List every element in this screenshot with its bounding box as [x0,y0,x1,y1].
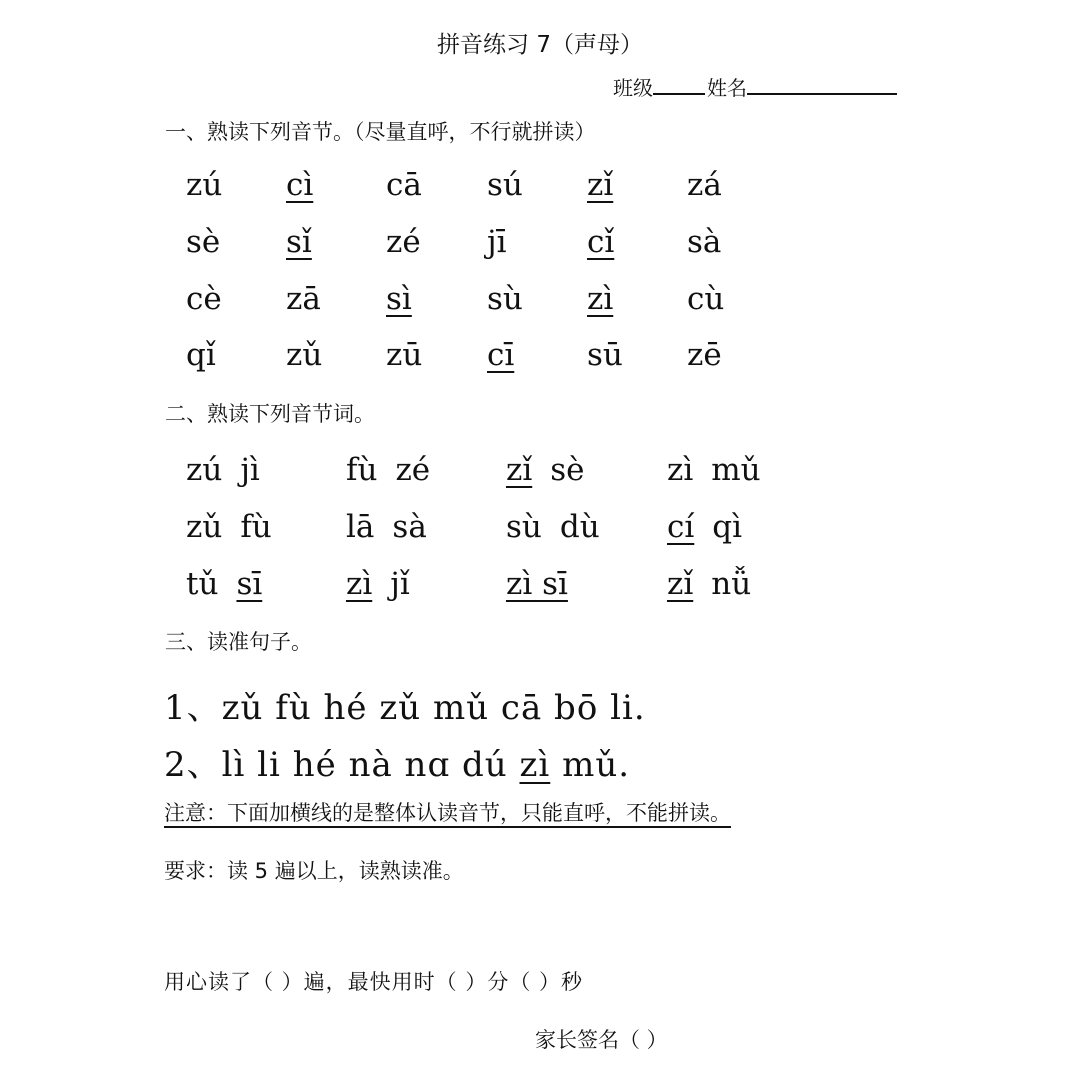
syllable: zá [687,167,722,203]
syllable-word [506,566,568,602]
syllable-word [506,452,585,488]
syllable: cè [186,281,222,317]
word-syllable: sù [506,509,542,545]
syllable: sè [186,224,221,260]
sentence [164,680,646,729]
syllable: zē [687,337,722,373]
sentence-part: mǔ. [550,745,631,785]
word-syllable: tǔ [186,566,219,602]
syllable: zú [186,167,223,203]
page-title: 拼音练习 7（声母） [437,32,643,58]
syllable: zé [386,224,421,260]
word-syllable: sī [236,566,263,602]
syllable: cì [286,167,314,203]
syllable: sà [687,224,722,260]
class-blank [653,77,705,95]
syllable: zǐ [587,167,614,203]
syllable: jī [487,224,507,260]
word-syllable: sè [550,452,585,488]
word-syllable: qì [712,509,743,545]
syllable-word [346,509,427,545]
sentence-part: 2、lì li hé nà nɑ dú [164,745,520,785]
class-name-line [613,72,897,101]
word-syllable: jǐ [390,566,410,602]
syllable: sú [487,167,523,203]
syllable-word [667,509,743,545]
syllable: sū [587,337,623,373]
word-syllable: zì sī [506,566,568,602]
syllable: sǐ [286,224,312,260]
note-text: 注意：下面加横线的是整体认读音节，只能直呼，不能拼读。 [164,801,731,825]
class-label: 班级 [613,76,653,100]
syllable-word [506,509,600,545]
name-label: 姓名 [707,76,747,100]
word-syllable: zé [395,452,431,488]
syllable-word [346,566,410,602]
syllable-word [667,452,761,488]
syllable: zì [587,281,614,317]
word-syllable: zǔ [186,509,223,545]
word-syllable: fù [346,452,378,488]
section1-heading: 一、熟读下列音节。（尽量直呼，不行就拼读） [165,120,596,144]
word-syllable: cí [667,509,695,545]
word-syllable: zì [667,452,694,488]
sentence-part: zì [519,745,551,785]
syllable: sì [386,281,412,317]
syllable: cī [487,337,515,373]
syllable-word [346,452,431,488]
requirement-text: 要求：读 5 遍以上，读熟读准。 [164,859,464,883]
syllable: zǔ [286,337,323,373]
syllable: zū [386,337,423,373]
syllable-word [186,452,260,488]
section3-heading: 三、读准句子。 [165,630,312,654]
word-syllable: lā [346,509,375,545]
syllable-word [186,566,263,602]
section2-heading: 二、熟读下列音节词。 [165,402,375,426]
word-syllable: nǚ [711,566,752,602]
syllable: sù [487,281,523,317]
sentence-part: 1、zǔ fù hé zǔ mǔ cā bō li. [164,688,646,728]
word-syllable: zì [346,566,373,602]
parent-signature-line: 家长签名（ ） [535,1028,668,1052]
word-syllable: sà [392,509,427,545]
syllable: cǐ [587,224,615,260]
syllable-word [667,566,752,602]
syllable: cù [687,281,725,317]
word-syllable: dù [559,509,600,545]
word-syllable: zú [186,452,223,488]
name-blank [747,77,897,95]
word-syllable: fù [240,509,272,545]
syllable: cā [386,167,422,203]
word-syllable: zǐ [667,566,694,602]
word-syllable: jì [240,452,260,488]
syllable: qǐ [186,337,216,373]
syllable: zā [286,281,321,317]
sentence [164,737,630,786]
word-syllable: mǔ [711,452,761,488]
syllable-word [186,509,272,545]
word-syllable: zǐ [506,452,533,488]
reading-record-line: 用心读了（ ）遍，最快用时（ ）分（ ）秒 [164,970,584,994]
